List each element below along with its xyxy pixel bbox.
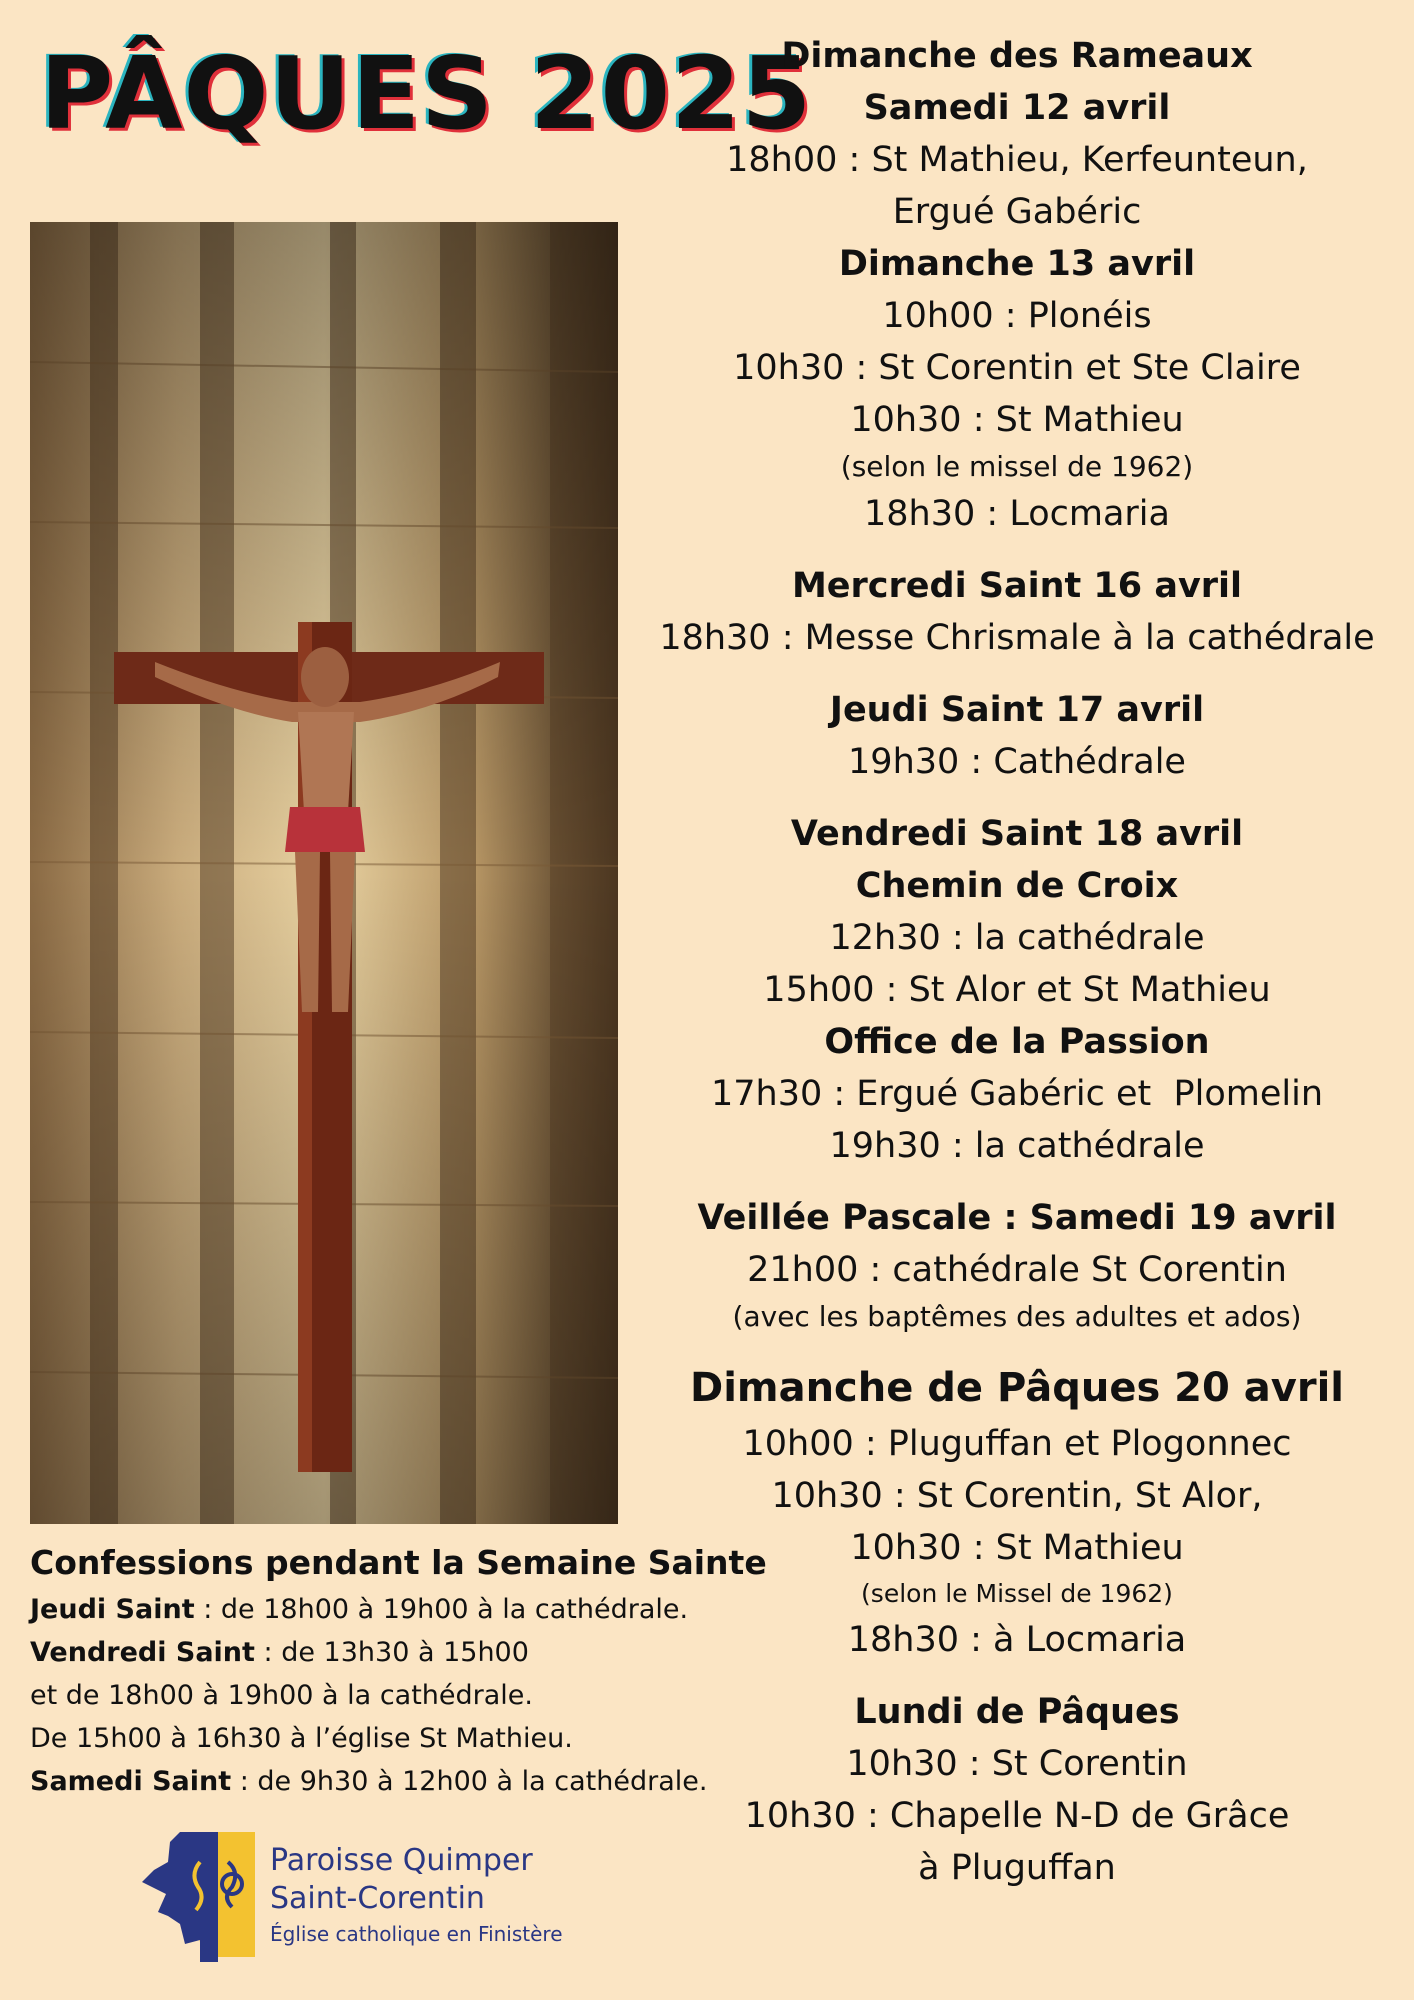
section-heading: Veillée Pascale : Samedi 19 avril bbox=[697, 1198, 1337, 1238]
schedule-line: 10h30 : St Mathieu bbox=[850, 1528, 1184, 1568]
confessions-block bbox=[30, 1538, 790, 1803]
logo-tagline: Église catholique en Finistère bbox=[270, 1922, 563, 1946]
section-heading: Lundi de Pâques bbox=[854, 1692, 1180, 1732]
schedule-line: 18h30 : Locmaria bbox=[864, 494, 1170, 534]
confessions-day-label: Samedi Saint bbox=[30, 1766, 232, 1797]
section-heading: Vendredi Saint 18 avril bbox=[790, 814, 1244, 854]
schedule-line: 17h30 : Ergué Gabéric et Plomelin bbox=[710, 1074, 1324, 1114]
day-heading: Dimanche 13 avril bbox=[838, 244, 1196, 284]
schedule-line: 12h30 : la cathédrale bbox=[829, 918, 1205, 958]
confessions-line bbox=[30, 1631, 790, 1674]
schedule-note: (selon le Missel de 1962) bbox=[861, 1579, 1173, 1608]
logo-text bbox=[270, 1842, 563, 1950]
confessions-text: : de 13h30 à 15h00 bbox=[254, 1637, 529, 1668]
schedule-line: 19h30 : la cathédrale bbox=[829, 1126, 1205, 1166]
confessions-line bbox=[30, 1588, 790, 1631]
confessions-text: : de 9h30 à 12h00 à la cathédrale. bbox=[231, 1766, 708, 1797]
crucifix-photo bbox=[30, 222, 618, 1524]
schedule-line: 10h30 : St Corentin et Ste Claire bbox=[733, 348, 1301, 388]
confessions-line: et de 18h00 à 19h00 à la cathédrale. bbox=[30, 1680, 533, 1711]
day-heading: Samedi 12 avril bbox=[863, 88, 1171, 128]
section-mercredi bbox=[640, 560, 1394, 664]
schedule-line: 10h30 : St Corentin, St Alor, bbox=[771, 1476, 1263, 1516]
schedule-line: 15h00 : St Alor et St Mathieu bbox=[763, 970, 1271, 1010]
schedule-note: (selon le missel de 1962) bbox=[840, 450, 1194, 483]
schedule-line: 21h00 : cathédrale St Corentin bbox=[747, 1250, 1287, 1290]
sub-heading: Office de la Passion bbox=[824, 1022, 1210, 1062]
schedule-line: 10h30 : Chapelle N-D de Grâce bbox=[744, 1796, 1290, 1836]
section-rameaux bbox=[640, 30, 1394, 540]
schedule-line: 10h00 : Pluguffan et Plogonnec bbox=[742, 1424, 1292, 1464]
confessions-line bbox=[30, 1760, 790, 1803]
confessions-text: : de 18h00 à 19h00 à la cathédrale. bbox=[194, 1594, 689, 1625]
page-title: PÂQUES 2025 bbox=[40, 35, 813, 152]
saint-corentin-logo-icon bbox=[140, 1832, 260, 1962]
section-veillee bbox=[640, 1192, 1394, 1338]
confessions-title: Confessions pendant la Semaine Sainte bbox=[30, 1543, 767, 1582]
section-heading: Dimanche de Pâques 20 avril bbox=[689, 1365, 1344, 1411]
schedule-line: 10h00 : Plonéis bbox=[882, 296, 1152, 336]
schedule-line: 19h30 : Cathédrale bbox=[848, 742, 1186, 782]
schedule-line: à Pluguffan bbox=[918, 1848, 1116, 1888]
section-jeudi bbox=[640, 684, 1394, 788]
confessions-line: De 15h00 à 16h30 à l’église St Mathieu. bbox=[30, 1723, 573, 1754]
schedule-line: 10h30 : St Mathieu bbox=[850, 400, 1184, 440]
parish-logo bbox=[140, 1832, 620, 1962]
schedule-line: 10h30 : St Corentin bbox=[846, 1744, 1188, 1784]
logo-line: Paroisse Quimper bbox=[270, 1843, 533, 1878]
schedule-note: (avec les baptêmes des adultes et ados) bbox=[732, 1300, 1302, 1333]
section-heading: Mercredi Saint 16 avril bbox=[791, 566, 1243, 606]
confessions-day-label: Jeudi Saint bbox=[30, 1594, 195, 1625]
sub-heading: Chemin de Croix bbox=[855, 866, 1179, 906]
logo-line: Saint-Corentin bbox=[270, 1881, 485, 1916]
section-heading: Dimanche des Rameaux bbox=[781, 36, 1253, 76]
section-vendredi bbox=[640, 808, 1394, 1172]
schedule-line: 18h30 : à Locmaria bbox=[847, 1620, 1187, 1660]
confessions-day-label: Vendredi Saint bbox=[30, 1637, 255, 1668]
schedule-line: 18h00 : St Mathieu, Kerfeunteun, bbox=[726, 140, 1308, 180]
crucifix-illustration bbox=[30, 222, 618, 1524]
schedule-line: 18h30 : Messe Chrismale à la cathédrale bbox=[659, 618, 1375, 658]
section-heading: Jeudi Saint 17 avril bbox=[829, 690, 1205, 730]
schedule-line: Ergué Gabéric bbox=[892, 192, 1142, 232]
